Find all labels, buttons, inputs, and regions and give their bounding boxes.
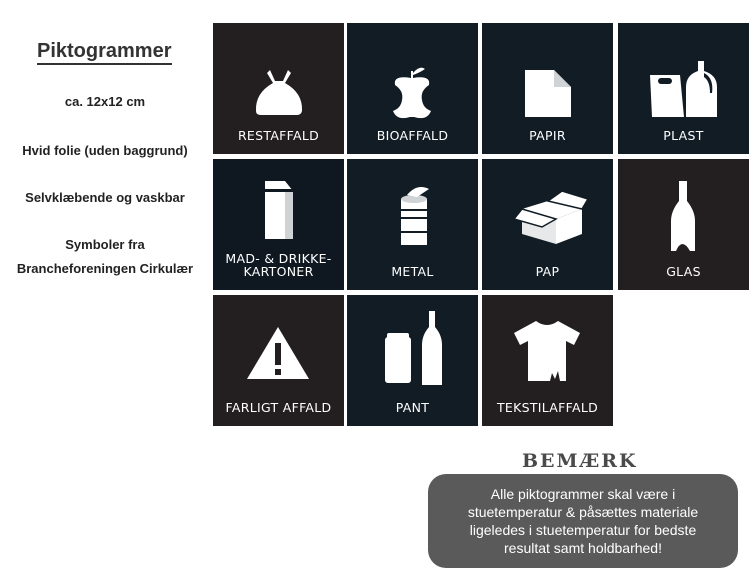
tile-bioaffald: [347, 23, 478, 154]
source-note-line1: Symboler fra: [65, 237, 145, 252]
tile-restaffald: [213, 23, 344, 154]
notice-line2: stuetemperatur & påsættes materiale: [467, 504, 699, 520]
tile-papir: [482, 23, 613, 154]
tile-pap: [482, 159, 613, 290]
tile-label: BIOAFFALD: [376, 128, 449, 143]
tile-plast: [618, 23, 749, 154]
size-note: ca. 12x12 cm: [64, 94, 146, 109]
tile-label: FARLIGT AFFALD: [225, 400, 332, 415]
tile-label-line1: MAD- & DRIKKE-: [225, 251, 332, 266]
notice-line4: resultat samt holdbarhed!: [504, 540, 662, 556]
property-note: Selvklæbende og vaskbar: [25, 190, 185, 205]
tile-label: PANT: [395, 400, 430, 415]
page-title: Piktogrammer: [37, 40, 172, 65]
tile-label: TEKSTILAFFALD: [496, 400, 599, 415]
tile-label: GLAS: [666, 264, 701, 279]
source-note-line2: Brancheforeningen Cirkulær: [16, 261, 194, 276]
notice-line3: ligeledes i stuetemperatur for bedste: [469, 522, 697, 538]
tile-tekstilaffald: [482, 295, 613, 426]
notice-line1: Alle piktogrammer skal være i: [490, 486, 676, 502]
tile-kartoner: [213, 159, 344, 290]
tile-label-multiline: [213, 252, 344, 278]
tile-pant: [347, 295, 478, 426]
tile-label: PAPIR: [529, 128, 566, 143]
tile-label: RESTAFFALD: [237, 128, 320, 143]
tile-farligt-affald: [213, 295, 344, 426]
tile-label: PAP: [535, 264, 560, 279]
notice-bubble: [428, 474, 738, 568]
tile-label: PLAST: [663, 128, 704, 143]
tile-label: METAL: [391, 264, 434, 279]
tile-glas: [618, 159, 749, 290]
tile-metal: [347, 159, 478, 290]
notice-heading: BEMÆRK: [522, 450, 638, 472]
tile-label-line2: KARTONER: [243, 264, 314, 279]
material-note: Hvid folie (uden baggrund): [22, 143, 188, 158]
